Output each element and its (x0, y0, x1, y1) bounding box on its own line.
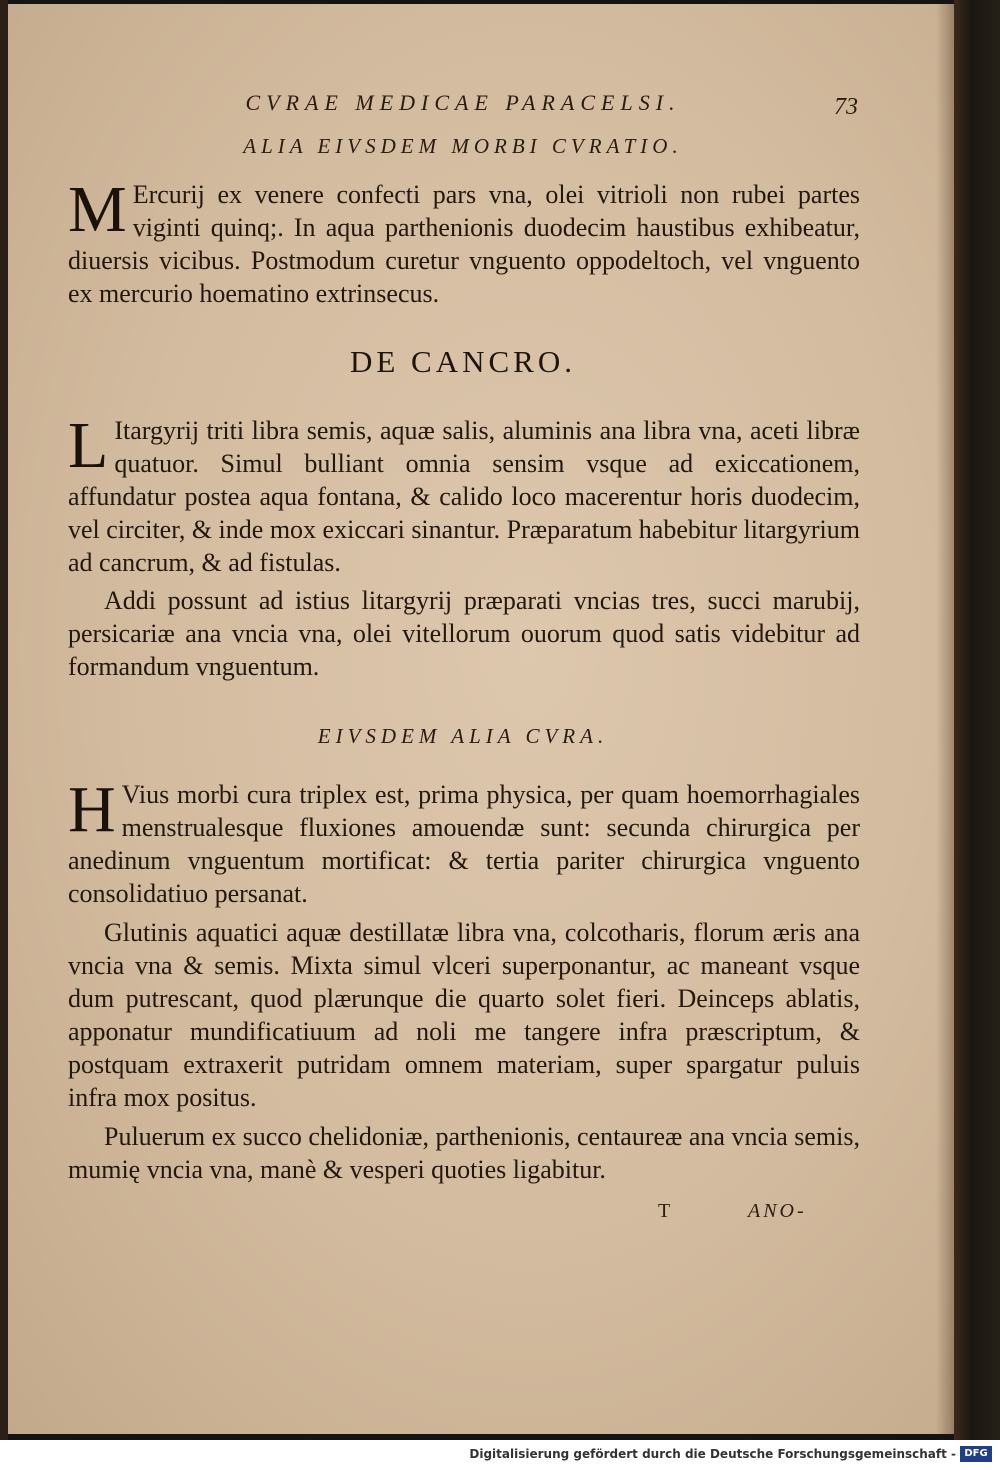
section-heading: DE CANCRO. (349, 344, 576, 379)
paragraph (68, 1120, 860, 1186)
paragraph-text: Itargyrij triti libra semis, aquæ salis, aluminis ana libra vna, aceti libræ quatuor. Simul bulliant omnia sensim vsque ad exiccationem, affundatur postea aqua fontana, & calido loco macerentur horis duodecim, vel circiter, & inde mox exiccari sinantur. Præparatum habebitur litargyrium ad cancrum, & ad fistulas. (68, 416, 860, 577)
catchword: ANO- (748, 1200, 807, 1222)
book-left-edge (0, 0, 8, 1440)
drop-initial: M (68, 173, 127, 246)
funding-credit: Digitalisierung gefördert durch die Deutsche Forschungsgemeinschaft - (469, 1447, 956, 1461)
paragraph-text: Addi possunt ad istius litargyrij præparati vncias tres, succi marubij, persicariæ ana vncia vna, olei vitellorum ouorum quod satis videbitur ad formandum vnguentum. (68, 586, 860, 681)
paragraph (68, 173, 860, 310)
section-subtitle: ALIA EIVSDEM MORBI CVRATIO. (243, 134, 683, 158)
footer-bar (0, 1440, 1000, 1470)
drop-initial: H (68, 773, 116, 846)
paragraph (68, 409, 860, 579)
signature-mark: T (658, 1200, 671, 1222)
dfg-logo-icon: DFG (960, 1446, 992, 1462)
section-subtitle: EIVSDEM ALIA CVRA. (317, 724, 609, 748)
drop-initial: L (68, 409, 109, 482)
paragraph-text: Glutinis aquatici aquæ destillatæ libra vna, colcotharis, florum æris ana vncia vna & semis. Mixta simul vlceri superponantur, ac maneant vsque dum putrescant, quod plærunque die quarto solet fieri. Deinceps ablatis, apponatur mundificatiuum ad noli me tangere infra præscriptum, & postquam extraxerit putridam omnem materiam, super spargatur puluis infra mox positus. (68, 918, 860, 1112)
paragraph (68, 773, 860, 910)
running-title: CVRAE MEDICAE PARACELSI. (245, 90, 681, 115)
book-spine-edge (954, 0, 1000, 1440)
paragraph (68, 916, 860, 1114)
paragraph (68, 584, 860, 683)
paragraph-text: Puluerum ex succo chelidoniæ, parthenionis, centaureæ ana vncia semis, mumię vncia vna, manè & vesperi quoties ligabitur. (68, 1122, 860, 1184)
book-page (8, 4, 954, 1434)
page-number: 73 (834, 94, 858, 120)
paragraph-text: Vius morbi cura triplex est, prima physica, per quam hoemorrhagiales menstrualesque fluxiones amouendæ sunt: secunda chirurgica per anedinum vnguentum mortificat: & tertia pariter chirurgica vnguento consolidatiuo persanat. (68, 780, 860, 908)
paragraph-text: Ercurij ex venere confecti pars vna, olei vitrioli non rubei partes viginti quinq;. In aqua parthenionis duodecim haustibus exhibeatur, diuersis vicibus. Postmodum curetur vnguento oppodeltoch, vel vnguento ex mercurio hoematino extrinsecus. (68, 180, 860, 308)
